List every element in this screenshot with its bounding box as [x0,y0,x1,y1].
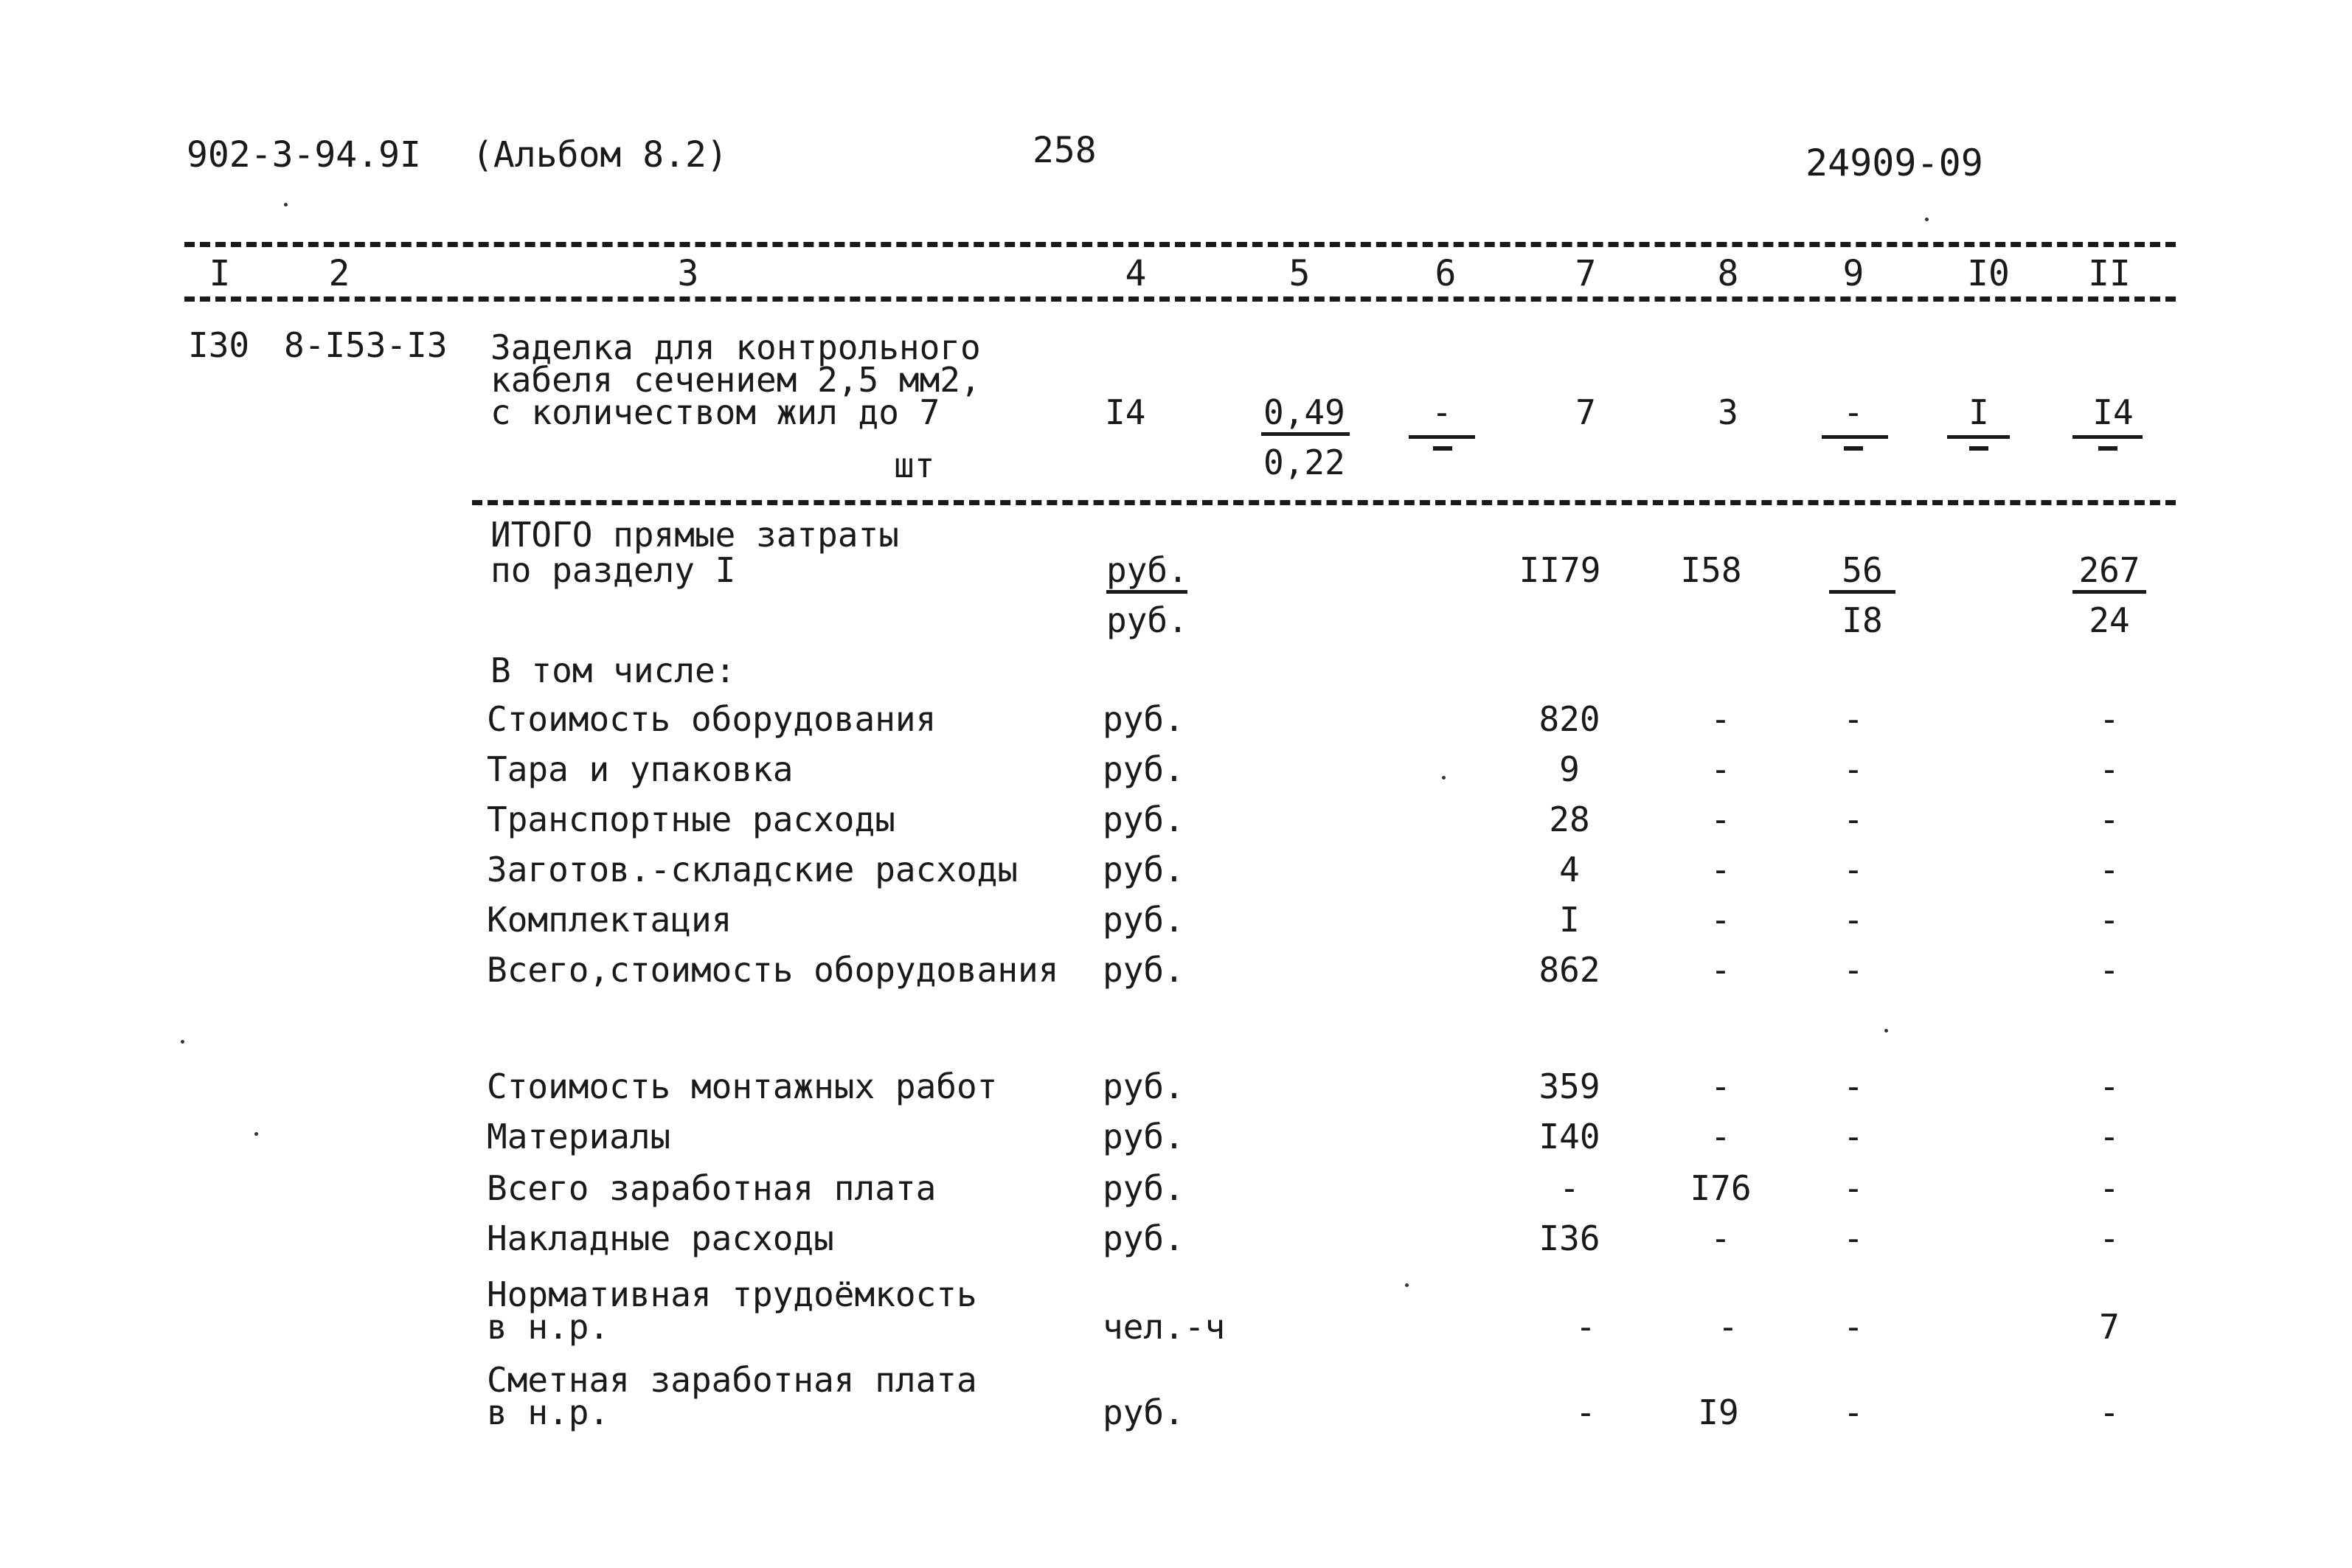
dash-mark [2098,446,2117,451]
row-col8: I9 [1698,1392,1739,1432]
row-label: Тара и упаковка [487,749,794,789]
row-col11: - [2099,950,2120,990]
row-col11: - [2099,900,2120,940]
item-code: 8-I53-I3 [284,325,448,365]
col9-value: - [1843,392,1864,432]
row-label: Всего,стоимость оборудования [487,950,1059,990]
scan-speck [1925,218,1929,221]
row-unit: руб. [1103,1168,1184,1208]
column-number: II [2088,253,2131,294]
row-col9: - [1843,1066,1864,1106]
row-unit: руб. [1103,1066,1184,1106]
item-name-line: с количеством жил до 7 [490,392,940,432]
row-label: Транспортные расходы [487,799,895,839]
row-col11: - [2099,1392,2120,1432]
table-top-rule [184,242,2176,247]
row-col9: - [1843,850,1864,889]
row-label-line: Сметная заработная плата [487,1360,977,1400]
row-unit: руб. [1103,799,1184,839]
column-number: 3 [677,253,699,294]
row-label: Заготов.-складские расходы [487,850,1019,889]
row-col9: - [1843,1168,1864,1208]
col7-value: 7 [1575,392,1596,432]
row-col8: - [1710,799,1731,839]
row-col8: - [1710,699,1731,739]
scan-speck [181,1040,184,1044]
total-col7: II79 [1519,550,1601,590]
scan-speck [1405,1283,1409,1287]
row-col9: - [1843,699,1864,739]
item-number: I30 [188,325,250,365]
column-number: 9 [1842,253,1864,294]
scan-speck [1884,1029,1888,1033]
row-col7: 28 [1549,799,1590,839]
item-quantity: I4 [1105,392,1146,432]
row-col7: 820 [1538,699,1600,739]
item-name-line: кабеля сечением 2,5 мм2, [490,360,981,400]
row-col11: - [2099,850,2120,889]
row-label-line: Нормативная трудоёмкость [487,1274,977,1314]
sheet-code: 24909-09 [1805,142,1983,184]
row-col8: - [1710,1066,1731,1106]
row-col11: - [2099,1218,2120,1258]
fraction-bar [1261,432,1350,436]
item-name-line: Заделка для контрольного [490,327,981,367]
row-col7: I36 [1538,1218,1600,1258]
column-number: 8 [1717,253,1739,294]
column-number: 2 [328,253,350,294]
column-number: 4 [1125,253,1147,294]
row-unit: руб. [1103,1392,1184,1432]
total-unit-top: руб. [1106,550,1188,590]
row-col7: - [1575,1392,1596,1432]
fraction-bar [1822,435,1888,439]
fraction-bar [1106,590,1187,594]
fraction-bar [1409,435,1475,439]
row-col11: - [2099,699,2120,739]
row-col7: 359 [1538,1066,1600,1106]
total-col8: I58 [1680,550,1742,590]
col5-bottom-value: 0,22 [1263,443,1345,482]
row-col11: - [2099,1066,2120,1106]
row-unit: руб. [1103,1218,1184,1258]
fraction-bar [1829,590,1895,594]
item-unit: шт [894,445,935,485]
row-col9: - [1843,799,1864,839]
total-col11-top: 267 [2078,550,2140,590]
column-number: 5 [1288,253,1311,294]
row-unit: руб. [1103,950,1184,990]
total-label-line: ИТОГО прямые затраты [490,515,899,555]
row-unit: чел.-ч [1103,1307,1226,1347]
row-label: Накладные расходы [487,1218,834,1258]
row-col7: - [1559,1168,1580,1208]
album-label: (Альбом 8.2) [472,134,728,176]
row-col7: 9 [1559,749,1580,789]
row-col11: - [2099,799,2120,839]
total-label-line: по разделу I [490,550,736,590]
row-label: Стоимость монтажных работ [487,1066,998,1106]
row-unit: руб. [1103,749,1184,789]
row-label: Всего заработная плата [487,1168,937,1208]
row-unit: руб. [1103,850,1184,889]
dash-mark [1433,446,1452,451]
row-col8: - [1710,1218,1731,1258]
dash-mark [1969,446,1988,451]
col11-value: I4 [2092,392,2134,432]
page-number: 258 [1033,130,1097,171]
row-col8: I76 [1690,1168,1752,1208]
row-col11: 7 [2099,1307,2120,1347]
row-col9: - [1843,950,1864,990]
row-col7: - [1575,1307,1596,1347]
row-col8: - [1718,1307,1738,1347]
row-col9: - [1843,749,1864,789]
column-number: I0 [1967,253,2010,294]
row-unit: руб. [1103,900,1184,940]
row-col9: - [1843,1307,1864,1347]
dash-mark [1844,446,1863,451]
fraction-bar [1947,435,2010,439]
document-code: 902-3-94.9I [187,134,421,176]
total-col9-top: 56 [1842,550,1883,590]
total-col11-bottom: 24 [2089,600,2130,640]
row-col8: - [1710,950,1731,990]
row-col11: - [2099,1168,2120,1208]
column-number: I [209,253,231,294]
row-col11: - [2099,1117,2120,1156]
fraction-bar [2072,590,2146,594]
row-col11: - [2099,749,2120,789]
row-col9: - [1843,1218,1864,1258]
total-unit-bottom: руб. [1106,600,1188,640]
row-col9: - [1843,1117,1864,1156]
row-col9: - [1843,1392,1864,1432]
total-col9-bottom: I8 [1842,600,1883,640]
row-col7: I [1559,900,1580,940]
fraction-bar [2072,435,2143,439]
scan-speck [284,203,288,207]
col8-value: 3 [1718,392,1738,432]
row-label-line: в н.р. [487,1307,610,1347]
col5-top-value: 0,49 [1263,392,1345,432]
row-label: Материалы [487,1117,671,1156]
row-label: Комплектация [487,900,732,940]
scan-speck [254,1132,258,1136]
row-col8: - [1710,1117,1731,1156]
row-col8: - [1710,900,1731,940]
col10-value: I [1968,392,1989,432]
row-label: Стоимость оборудования [487,699,937,739]
row-col9: - [1843,900,1864,940]
row-col7: 4 [1559,850,1580,889]
including-label: В том числе: [490,651,736,690]
section-rule [472,500,2176,505]
row-col7: 862 [1538,950,1600,990]
row-col8: - [1710,850,1731,889]
row-unit: руб. [1103,699,1184,739]
column-number: 6 [1435,253,1457,294]
row-col8: - [1710,749,1731,789]
column-header-rule [184,296,2176,302]
col6-value: - [1432,392,1452,432]
row-col7: I40 [1538,1117,1600,1156]
column-number: 7 [1575,253,1597,294]
scan-speck [1442,776,1446,780]
row-label-line: в н.р. [487,1392,610,1432]
row-unit: руб. [1103,1117,1184,1156]
